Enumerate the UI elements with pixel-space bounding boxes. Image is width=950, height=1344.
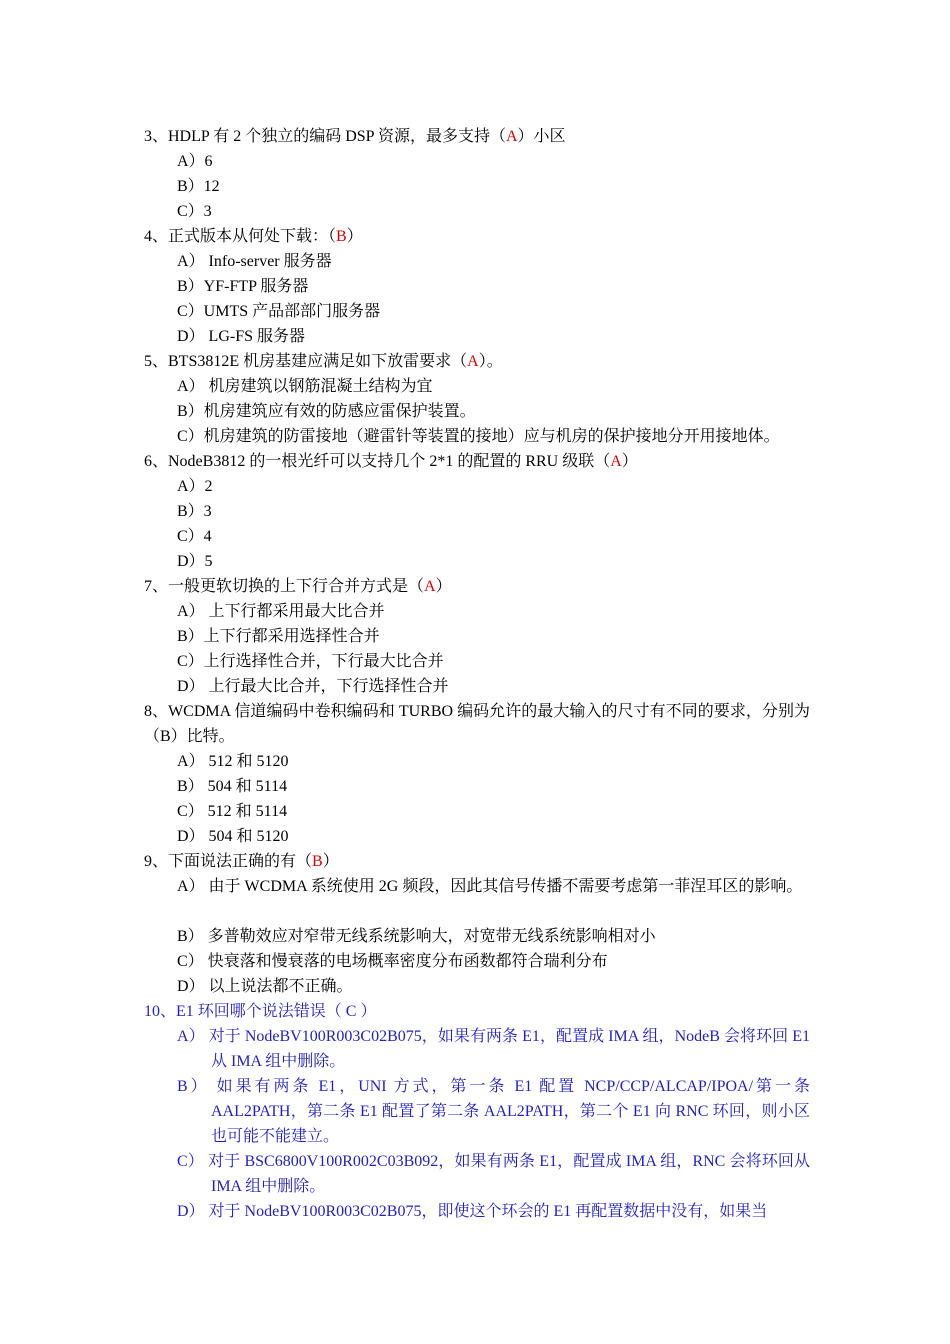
option-item: C）3 xyxy=(177,203,212,220)
question-5 xyxy=(144,349,810,374)
option-item: B）3 xyxy=(177,503,212,520)
question-6 xyxy=(144,449,810,474)
question-text: ）。 xyxy=(478,353,503,370)
question-text: 3、HDLP 有 2 个独立的编码 DSP 资源，最多支持（ xyxy=(144,128,506,145)
answer-mark: A xyxy=(610,453,622,470)
option-item: B） 多普勒效应对窄带无线系统影响大，对宽带无线系统影响相对小 xyxy=(177,928,656,945)
question-text: 9、下面说法正确的有（ xyxy=(144,853,313,870)
option-item: A） 机房建筑以钢筋混凝土结构为宜 xyxy=(177,378,433,395)
option-item: A） Info-server 服务器 xyxy=(177,253,332,270)
option-item: C） 对于 BSC6800V100R002C03B092，如果有两条 E1，配置成 IMA 组，RNC 会将环回从 IMA 组中删除。 xyxy=(177,1153,810,1195)
option-item: C） 512 和 5114 xyxy=(177,803,288,820)
question-4 xyxy=(144,224,810,249)
option-item: C）UMTS 产品部部门服务器 xyxy=(177,303,381,320)
option-item: D） 上行最大比合并，下行选择性合并 xyxy=(177,678,449,695)
question-text: ） xyxy=(346,228,363,245)
question-text: 6、NodeB3812 的一根光纤可以支持几个 2*1 的配置的 RRU 级联（ xyxy=(144,453,611,470)
option-item: B）YF-FTP 服务器 xyxy=(177,278,309,295)
question-9 xyxy=(144,849,810,874)
option-item: B）12 xyxy=(177,178,220,195)
question-text: 4、正式版本从何处下载：（ xyxy=(144,228,337,245)
question-text: 7、一般更软切换的上下行合并方式是（ xyxy=(144,578,425,595)
question-8: 8、WCDMA 信道编码中卷积编码和 TURBO 编码允许的最大输入的尺寸有不同的要求，分别为（B）比特。 xyxy=(144,703,810,745)
option-item: C） 快衰落和慢衰落的电场概率密度分布函数都符合瑞利分布 xyxy=(177,953,608,970)
answer-mark: A xyxy=(424,578,436,595)
option-item: B） 504 和 5114 xyxy=(177,778,288,795)
option-item: D） LG-FS 服务器 xyxy=(177,328,306,345)
answer-mark: B xyxy=(312,853,323,870)
option-item: C）机房建筑的防雷接地（避雷针等装置的接地）应与机房的保护接地分开用接地体。 xyxy=(177,428,780,445)
answer-mark: A xyxy=(505,128,518,145)
question-text: ）小区 xyxy=(517,128,566,145)
option-item: C）上行选择性合并，下行最大比合并 xyxy=(177,653,444,670)
question-text: ） xyxy=(322,853,339,870)
option-item: A） 512 和 5120 xyxy=(177,753,289,770)
option-item: D） 对于 NodeBV100R003C02B075，即使这个环会的 E1 再配置数据中没有，如果当 xyxy=(177,1203,768,1220)
option-item: A）2 xyxy=(177,478,213,495)
option-item: A） 对于 NodeBV100R003C02B075，如果有两条 E1，配置成 IMA 组，NodeB 会将环回 E1 从 IMA 组中删除。 xyxy=(177,1028,810,1070)
question-text: ） xyxy=(435,578,452,595)
option-item: B）上下行都采用选择性合并 xyxy=(177,628,380,645)
question-3 xyxy=(144,124,810,149)
option-item: B）机房建筑应有效的防感应雷保护装置。 xyxy=(177,403,476,420)
question-7 xyxy=(144,574,810,599)
question-10: 10、E1 环回哪个说法错误（ C ） xyxy=(144,1003,377,1020)
answer-mark: A xyxy=(467,353,479,370)
option-item: C）4 xyxy=(177,528,212,545)
option-item: A） 由于 WCDMA 系统使用 2G 频段，因此其信号传播不需要考虑第一菲涅耳区的影响。 xyxy=(177,878,803,895)
option-item: D） 以上说法都不正确。 xyxy=(177,978,353,995)
option-item: D）5 xyxy=(177,553,213,570)
answer-mark: B xyxy=(336,228,347,245)
question-text: ） xyxy=(621,453,638,470)
option-item: B） 如果有两条 E1，UNI 方式，第一条 E1 配置 NCP/CCP/ALCAP/IPOA/第一条 AAL2PATH，第二条 E1 配置了第二条 AAL2PATH，第二个 E1 向 RNC 环回，则小区也可能不能建立。 xyxy=(177,1078,810,1145)
option-item: A）6 xyxy=(177,153,213,170)
option-item: A） 上下行都采用最大比合并 xyxy=(177,603,385,620)
question-text: 5、BTS3812E 机房基建应满足如下放雷要求（ xyxy=(144,353,468,370)
option-item: D） 504 和 5120 xyxy=(177,828,289,845)
